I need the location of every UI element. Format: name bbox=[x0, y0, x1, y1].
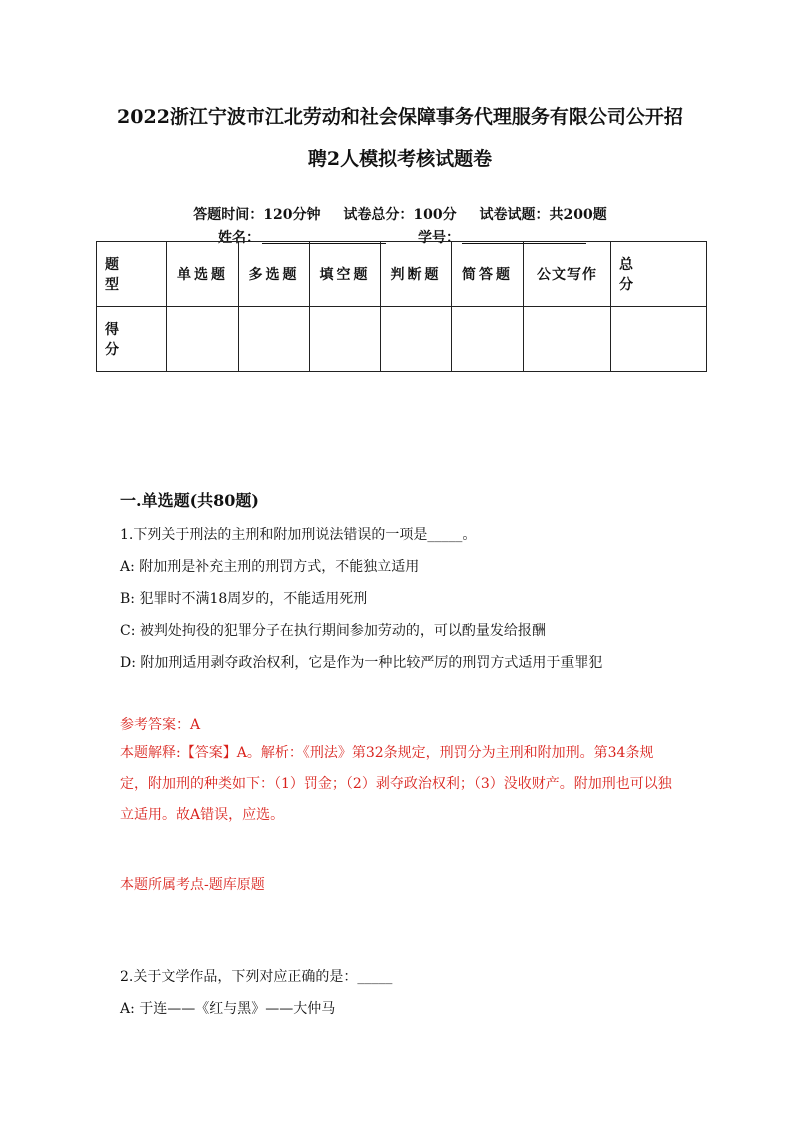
col-true-false: 判断题 bbox=[381, 242, 452, 307]
score-cell[interactable] bbox=[611, 307, 707, 372]
question-1-point: 本题所属考点-题库原题 bbox=[120, 877, 265, 893]
score-table-header-row bbox=[97, 242, 707, 307]
question-2-stem: 2.关于文学作品，下列对应正确的是：_____ bbox=[120, 969, 393, 985]
col-multiple-choice: 多选题 bbox=[239, 242, 310, 307]
col-official-writing: 公文写作 bbox=[524, 242, 611, 307]
question-1-stem: 1.下列关于刑法的主刑和附加刑说法错误的一项是_____。 bbox=[120, 527, 477, 543]
exam-total-score: 试卷总分：100分 bbox=[343, 207, 457, 223]
col-short-answer: 简答题 bbox=[452, 242, 524, 307]
score-table bbox=[96, 241, 707, 372]
exam-question-count: 试卷试题：共200题 bbox=[479, 207, 607, 223]
col-single-choice: 单选题 bbox=[167, 242, 239, 307]
score-cell[interactable] bbox=[167, 307, 239, 372]
row-label-type: 题 型 bbox=[97, 242, 167, 307]
exam-title-line1: 2022浙江宁波市江北劳动和社会保障事务代理服务有限公司公开招 bbox=[117, 106, 683, 128]
col-fill-blank: 填空题 bbox=[310, 242, 381, 307]
question-1-option-c: C: 被判处拘役的犯罪分子在执行期间参加劳动的，可以酌量发给报酬 bbox=[120, 623, 546, 639]
question-1-explanation: 本题解释:【答案】A。解析：《刑法》第32条规定，刑罚分为主刑和附加刑。第34条规定，附加刑的种类如下：（1）罚金；（2）剥夺政治权利；（3）没收财产。附加刑也可以独立适用。故A错误，应选。 bbox=[120, 745, 672, 823]
id-label: 学号： bbox=[418, 230, 460, 246]
section-title: 一.单选题(共80题) bbox=[120, 491, 259, 510]
question-1-option-a: A: 附加刑是补充主刑的刑罚方式，不能独立适用 bbox=[120, 559, 420, 575]
score-cell[interactable] bbox=[452, 307, 524, 372]
row-label-score: 得 分 bbox=[97, 307, 167, 372]
score-cell[interactable] bbox=[524, 307, 611, 372]
name-label: 姓名： bbox=[218, 230, 260, 246]
question-1-option-d: D: 附加刑适用剥夺政治权利，它是作为一种比较严厉的刑罚方式适用于重罪犯 bbox=[120, 655, 603, 671]
exam-title-line2: 聘2人模拟考核试题卷 bbox=[307, 148, 493, 170]
question-1-answer: 参考答案：A bbox=[120, 717, 201, 733]
score-cell[interactable] bbox=[310, 307, 381, 372]
question-2-option-a: A: 于连——《红与黑》——大仲马 bbox=[120, 1001, 336, 1017]
score-table-score-row bbox=[97, 307, 707, 372]
score-cell[interactable] bbox=[239, 307, 310, 372]
exam-info bbox=[0, 204, 800, 224]
question-1-option-b: B: 犯罪时不满18周岁的，不能适用死刑 bbox=[120, 591, 368, 607]
exam-time: 答题时间：120分钟 bbox=[193, 207, 321, 223]
col-total-score: 总 分 bbox=[611, 242, 707, 307]
score-cell[interactable] bbox=[381, 307, 452, 372]
